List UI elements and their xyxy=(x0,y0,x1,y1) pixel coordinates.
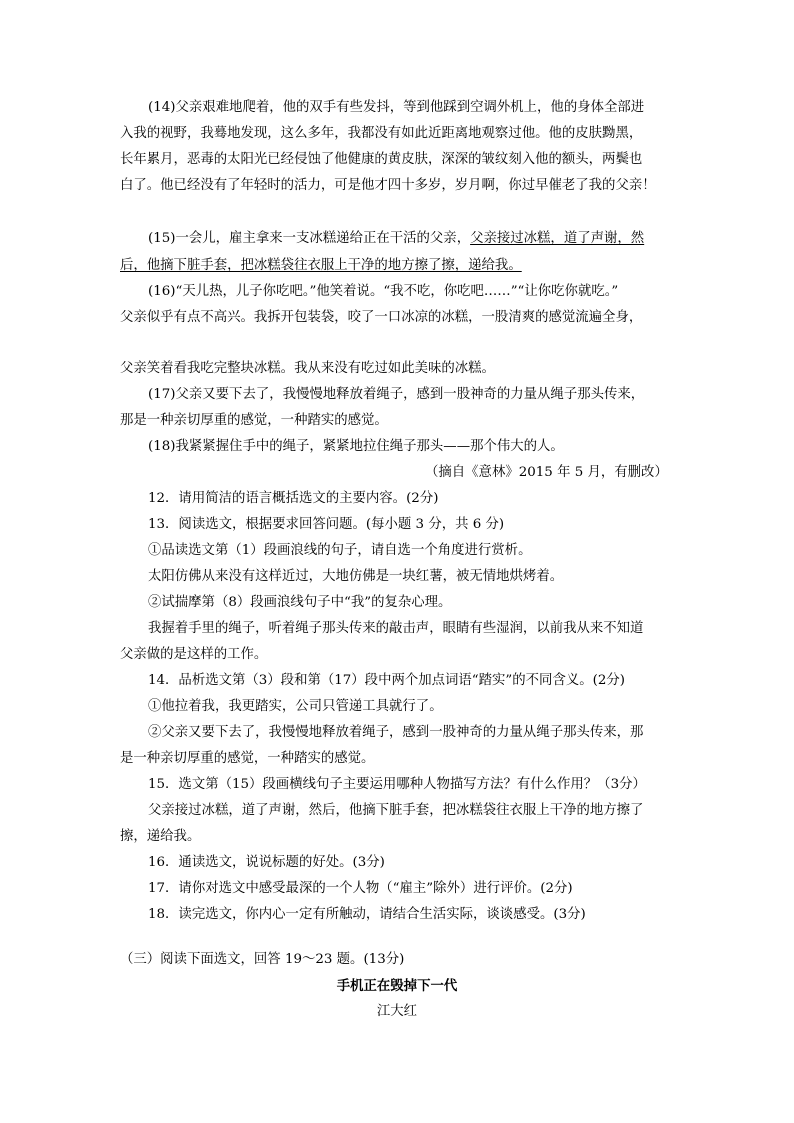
question-14-part-1: ①他拉着我，我更踏实，公司只管递工具就行了。 xyxy=(148,699,443,714)
question-14: 14．品析选文第（3）段和第（17）段中两个加点词语“踏实”的不同含义。(2分) xyxy=(148,673,625,688)
paragraph-15-line-1 xyxy=(148,229,644,249)
paragraph-17-line-2: 那是一种亲切厚重的感觉，一种踏实的感觉。 xyxy=(120,413,388,428)
paragraph-16-line-2: 父亲似乎有点不高兴。我拆开包装袋，咬了一口冰凉的冰糕，一股清爽的感觉流遍全身， xyxy=(120,310,643,325)
question-13-part-2: ②试揣摩第（8）段画浪线句子中“我”的复杂心理。 xyxy=(148,595,452,610)
question-18: 18．读完选文，你内心一定有所触动，请结合生活实际，谈谈感受。(3分) xyxy=(148,907,586,922)
paragraph-16-line-1: (16)“天儿热，儿子你吃吧。”他笑着说。“我不吃，你吃吧……”“让你吃你就吃。” xyxy=(148,284,619,299)
paragraph-14-line-3: 长年累月，恶毒的太阳光已经侵蚀了他健康的黄皮肤，深深的皱纹刻入他的额头，两鬓也 xyxy=(120,152,643,167)
paragraph-14-line-1: (14)父亲艰难地爬着，他的双手有些发抖，等到他踩到空调外机上，他的身体全部进 xyxy=(148,100,645,115)
article-author: 江大红 xyxy=(376,1004,418,1019)
underlined-sentence: 父亲接过冰糕，道了声谢，然 xyxy=(470,231,645,246)
question-13-part-1-sentence: 太阳仿佛从来没有这样近过，大地仿佛是一块红薯，被无情地烘烤着。 xyxy=(148,569,564,584)
question-12: 12．请用简洁的语言概括选文的主要内容。(2分) xyxy=(148,491,439,506)
paragraph-14-line-4: 白了。他已经没有了年轻时的活力，可是他才四十多岁，岁月啊，你过早催老了我的父亲！ xyxy=(120,178,656,193)
question-13: 13．阅读选文，根据要求回答问题。(每小题 3 分，共 6 分) xyxy=(148,517,505,532)
question-15: 15．选文第（15）段画横线句子主要运用哪种人物描写方法？有什么作用？（3分） xyxy=(148,777,646,792)
article-title: 手机正在毁掉下一代 xyxy=(336,978,458,994)
question-15-sentence-1: 父亲接过冰糕，道了声谢，然后，他摘下脏手套，把冰糕袋往衣服上干净的地方擦了 xyxy=(148,803,644,818)
section-3-heading: （三）阅读下面选文，回答 19～23 题。(13分) xyxy=(120,952,405,967)
question-14-part-2-line-1: ②父亲又要下去了，我慢慢地释放着绳子，感到一股神奇的力量从绳子那头传来，那 xyxy=(148,725,644,740)
paragraph-18-line-1: (18)我紧紧握住手中的绳子，紧紧地拉住绳子那头——那个伟大的人。 xyxy=(148,439,564,454)
question-13-part-1: ①品读选文第（1）段画浪线的句子，请自选一个角度进行赏析。 xyxy=(148,543,532,558)
question-17: 17．请你对选文中感受最深的一个人物（“雇主”除外）进行评价。(2分) xyxy=(148,881,573,896)
question-13-part-2-sentence-2: 父亲做的是这样的工作。 xyxy=(120,647,268,662)
paragraph-15-line-2: 后，他摘下脏手套，把冰糕袋往衣服上干净的地方擦了擦，递给我。 xyxy=(120,258,522,273)
paragraph-14-line-2: 入我的视野，我蓦地发现，这么多年，我都没有如此近距离地观察过他。他的皮肤黝黑， xyxy=(120,126,643,141)
paragraph-16-line-3: 父亲笑着看我吃完整块冰糕。我从来没有吃过如此美味的冰糕。 xyxy=(120,361,495,376)
question-15-sentence-2: 擦，递给我。 xyxy=(120,829,201,844)
paragraph-17-line-1: (17)父亲又要下去了，我慢慢地释放着绳子，感到一股神奇的力量从绳子那头传来， xyxy=(148,387,645,402)
question-13-part-2-sentence-1: 我握着手里的绳子，听着绳子那头传来的敲击声，眼睛有些湿润，以前我从来不知道 xyxy=(148,621,644,636)
paragraph-15-lead: (15)一会儿，雇主拿来一支冰糕递给正在干活的父亲， xyxy=(148,231,471,246)
question-14-part-2-line-2: 是一种亲切厚重的感觉，一种踏实的感觉。 xyxy=(120,751,375,766)
source-citation: （摘自《意林》2015 年 5 月，有删改） xyxy=(425,465,668,480)
question-16: 16．通读选文，说说标题的好处。(3分) xyxy=(148,855,385,870)
